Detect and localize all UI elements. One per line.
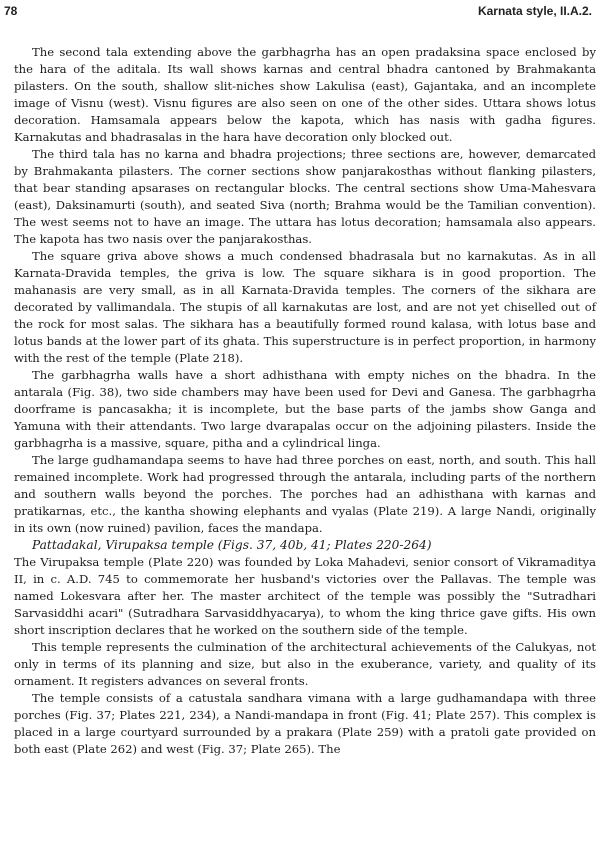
body-text bbox=[14, 44, 596, 758]
section-title: Karnata style, II.A.2. bbox=[477, 4, 592, 18]
paragraph: The Virupaksa temple (Plate 220) was founded by Loka Mahadevi, senior consort of Vikramaditya II, in c. A.D. 745 to commemorate her husband's victories over the Pallavas. The temple was named Lokesvara after her. The master architect of the temple was possibly the "Sutradhari Sarvasiddhi acari" (Sutradhara Sarvasiddhyacarya), to whom the king thrice gave gifts. His own short inscription declares that he worked on the southern side of the temple. bbox=[14, 555, 596, 637]
paragraph: The large gudhamandapa seems to have had three porches on east, north, and south. This hall remained incomplete. Work had progressed through the antarala, including parts of the northern and southern walls beyond the porches. The porches had an adhisthana with karnas and pratikarnas, etc., the kantha showing elephants and vyalas (Plate 219). A large Nandi, originally in its own (now ruined) pavilion, faces the mandapa. bbox=[14, 453, 596, 535]
paragraph: The second tala extending above the garbhagrha has an open pradaksina space enclosed by the hara of the aditala. Its wall shows karnas and central bhadra cantoned by Brahmakanta pilasters. On the south, shallow slit-niches show Lakulisa (east), Gajantaka, and an incomplete image of Visnu (west). Visnu figures are also seen on one of the other sides. Uttara shows lotus decoration. Hamsamala appears below the kapota, which has nasis with gadha figures. Karnakutas and bhadrasalas in the hara have decoration only blocked out. bbox=[14, 45, 596, 144]
paragraph: The garbhagrha walls have a short adhisthana with empty niches on the bhadra. In the antarala (Fig. 38), two side chambers may have been used for Devi and Ganesa. The garbhagrha doorframe is pancasakha; it is incomplete, but the base parts of the jambs show Ganga and Yamuna with their attendants. Two large dvarapalas occur on the adjoining pilasters. Inside the garbhagrha is a massive, square, pitha and a cylindrical linga. bbox=[14, 368, 596, 450]
paragraph: The temple consists of a catustala sandhara vimana with a large gudhamandapa with three porches (Fig. 37; Plates 221, 234), a Nandi-mandapa in front (Fig. 41; Plate 257). This complex is placed in a large courtyard surrounded by a prakara (Plate 259) with a pratoli gate provided on both east (Plate 262) and west (Fig. 37; Plate 265). The bbox=[14, 691, 596, 756]
paragraph: This temple represents the culmination of the architectural achievements of the Calukyas, not only in terms of its planning and size, but also in the exuberance, variety, and quality of its ornament. It registers advances on several fronts. bbox=[14, 640, 596, 688]
section-subheading: Pattadakal, Virupaksa temple (Figs. 37, 40b, 41; Plates 220-264) bbox=[32, 538, 432, 552]
paragraph: The third tala has no karna and bhadra projections; three sections are, however, demarcated by Brahmakanta pilasters. The corner sections show panjarakosthas without flanking pilasters, that bear standing apsarases on rectangular blocks. The central sections show Uma-Mahesvara (east), Daksinamurti (south), and seated Siva (north; Brahma would be the Tamilian convention). The west seems not to have an image. The uttara has lotus decoration; hamsamala also appears. The kapota has two nasis over the panjarakosthas. bbox=[14, 147, 596, 246]
running-header bbox=[0, 0, 600, 22]
paragraph: The square griva above shows a much condensed bhadrasala but no karnakutas. As in all Karnata-Dravida temples, the griva is low. The square sikhara is in good proportion. The mahanasis are very small, as in all Karnata-Dravida temples. The corners of the sikhara are decorated by vallimandala. The stupis of all karnakutas are lost, and are not yet chiselled out of the rock for most salas. The sikhara has a beautifully formed round kalasa, with lotus base and lotus bands at the lower part of its ghata. This superstructure is in perfect proportion, in harmony with the rest of the temple (Plate 218). bbox=[14, 249, 596, 365]
page-number: 78 bbox=[4, 4, 18, 18]
